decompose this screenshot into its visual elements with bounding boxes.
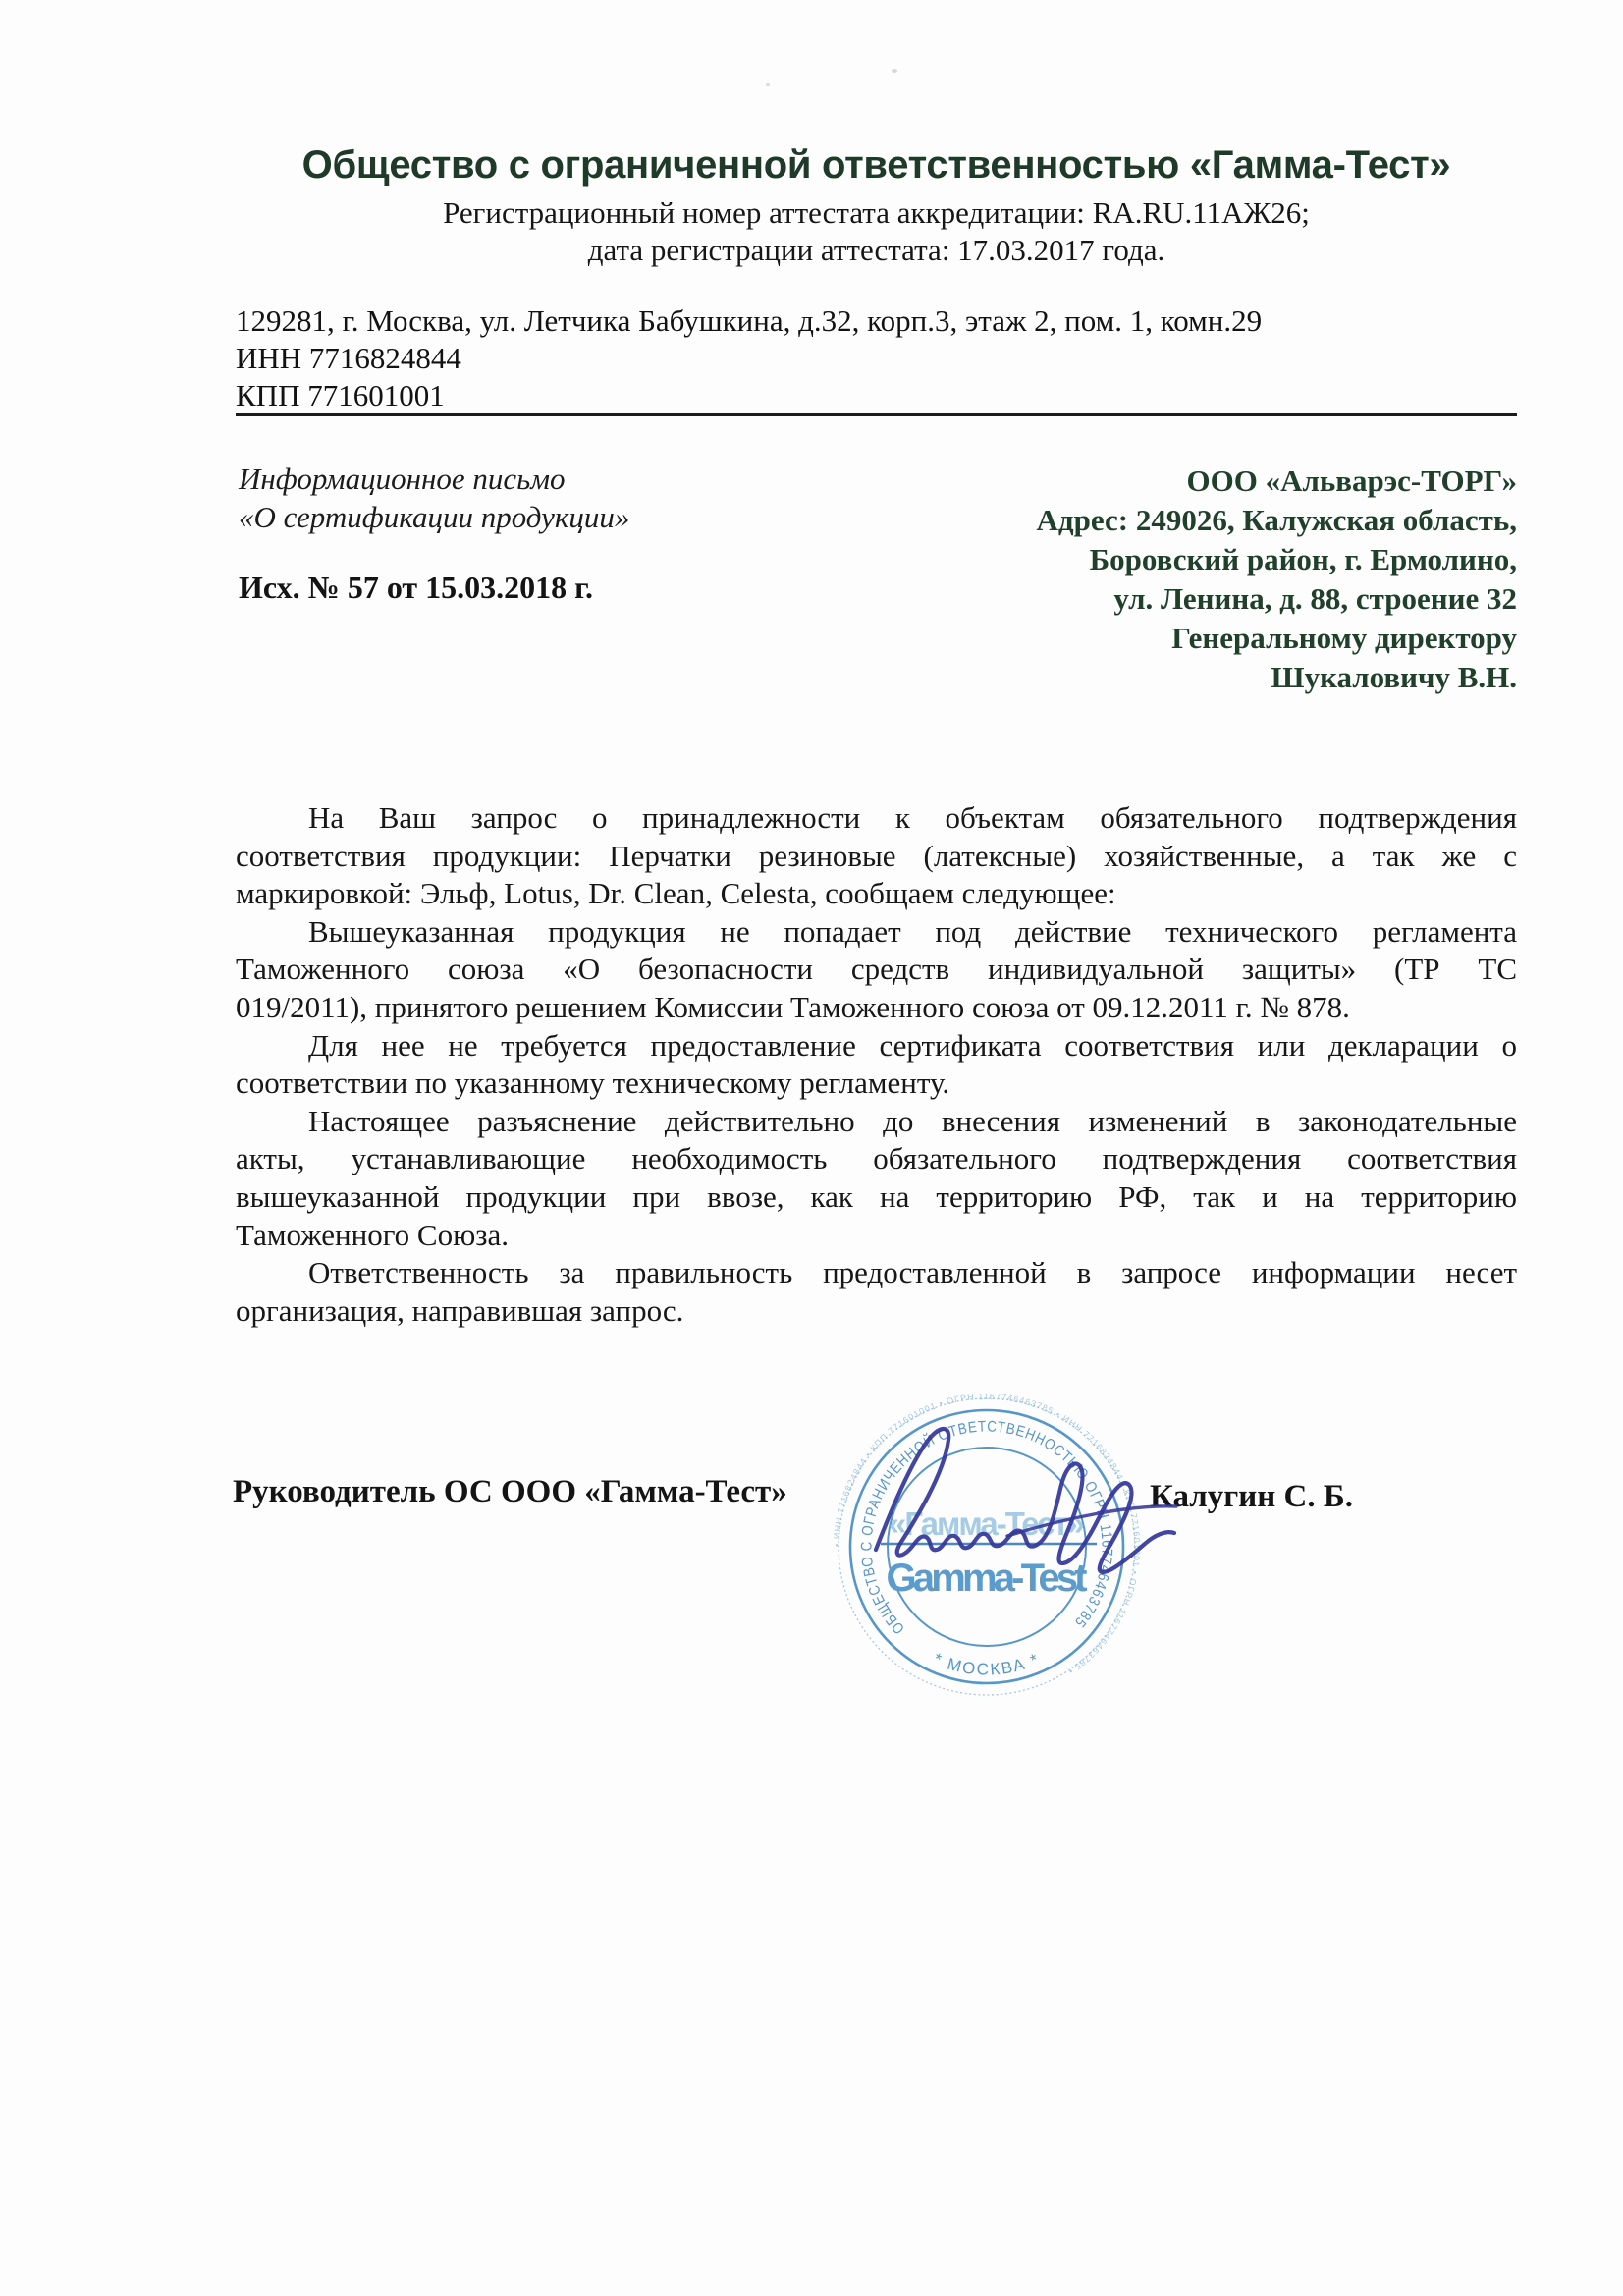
stamp-city-text: * МОСКВА * — [930, 1649, 1044, 1679]
signatory-position: Руководитель ОС ООО «Гамма-Тест» — [233, 1474, 787, 1509]
body-line: 019/2011), принятого решением Комиссии Таможенного союза от 09.12.2011 г. № 878. — [236, 989, 1350, 1024]
company-inn: ИНН 7716824844 — [236, 341, 461, 375]
body-line: Ответственность за правильность предоставленной в запросе информации несет — [308, 1255, 1517, 1290]
company-address-block — [236, 302, 1262, 414]
body-line: Для нее не требуется предоставление сертификата соответствия или декларации о — [308, 1027, 1517, 1063]
body-line: акты, устанавливающие необходимость обязательного подтверждения соответствия — [236, 1141, 1517, 1176]
body-line: маркировкой: Эльф, Lotus, Dr. Clean, Celesta, сообщаем следующее: — [236, 876, 1116, 911]
handwritten-signature — [876, 1429, 1174, 1572]
company-title: Общество с ограниченной ответственностью «Гамма-Тест» — [301, 143, 1451, 187]
recipient-line: Шукаловичу В.Н. — [1271, 660, 1517, 694]
body-line: Настоящее разъяснение действительно до внесения изменений в законодательные — [308, 1103, 1517, 1138]
stamp-center-name-en: Gamma-Test — [886, 1557, 1088, 1600]
letter-body — [236, 799, 1517, 1330]
recipient-block — [236, 462, 1517, 697]
header-divider-line — [236, 413, 1517, 416]
stamp-svg — [825, 1387, 1198, 1711]
body-line: соответствии по указанному техническому регламенту. — [236, 1066, 950, 1101]
stamp-micro-text: • ИНН 7716824844 • КПП 771601001 • ОГРН 1167746463785 • ИНН 7716824844 • КПП 771601001 • ОГРН 1167746463785 • — [831, 1391, 1143, 1677]
body-line: Таможенного Союза. — [236, 1217, 510, 1252]
recipient-line: Боровский район, г. Ермолино, — [1089, 542, 1517, 576]
scan-speck — [892, 69, 897, 73]
company-address-line: 129281, г. Москва, ул. Летчика Бабушкина, д.32, корп.3, этаж 2, пом. 1, комн.29 — [236, 303, 1263, 338]
recipient-line: Генеральному директору — [1171, 621, 1517, 655]
body-line: Вышеуказанная продукция не попадает под действие технического регламента — [308, 913, 1517, 949]
recipient-line: ООО «Альварэс-ТОРГ» — [1186, 464, 1517, 498]
body-line: Таможенного союза «О безопасности средств индивидуальной защиты» (ТР ТС — [236, 952, 1517, 987]
recipient-line: Адрес: 249026, Калужская область, — [1036, 503, 1517, 537]
doc-type-line1: Информационное письмо — [239, 462, 566, 496]
recipient-line: ул. Ленина, д. 88, строение 32 — [1113, 581, 1517, 616]
stamp-center-name-ru: «Гамма-Тест» — [889, 1505, 1085, 1542]
company-kpp: КПП 771601001 — [236, 378, 445, 412]
company-stamp — [825, 1387, 1198, 1711]
registration-date-line: дата регистрации аттестата: 17.03.2017 года. — [587, 233, 1165, 267]
doc-type-line2: «О сертификации продукции» — [239, 500, 630, 534]
accreditation-line: Регистрационный номер аттестата аккредитации: RA.RU.11АЖ26; — [443, 195, 1310, 230]
body-line: соответствия продукции: Перчатки резиновые (латексные) хозяйственные, а так же с — [236, 838, 1517, 873]
outgoing-ref: Исх. № 57 от 15.03.2018 г. — [239, 570, 594, 605]
stamp-inner-circle — [888, 1448, 1086, 1646]
body-line: вышеуказанной продукции при ввозе, как на территорию РФ, так и на территорию — [236, 1178, 1517, 1214]
body-line: На Ваш запрос о принадлежности к объектам обязательного подтверждения — [308, 800, 1517, 835]
scan-speck — [766, 83, 770, 86]
body-line: организация, направившая запрос. — [236, 1292, 684, 1328]
signatory-name: Калугин С. Б. — [1150, 1479, 1353, 1514]
stamp-ring-text: ОБЩЕСТВО С ОГРАНИЧЕННОЙ ОТВЕТСТВЕННОСТЬЮ ОГРН 1167746463785 — [858, 1418, 1115, 1638]
